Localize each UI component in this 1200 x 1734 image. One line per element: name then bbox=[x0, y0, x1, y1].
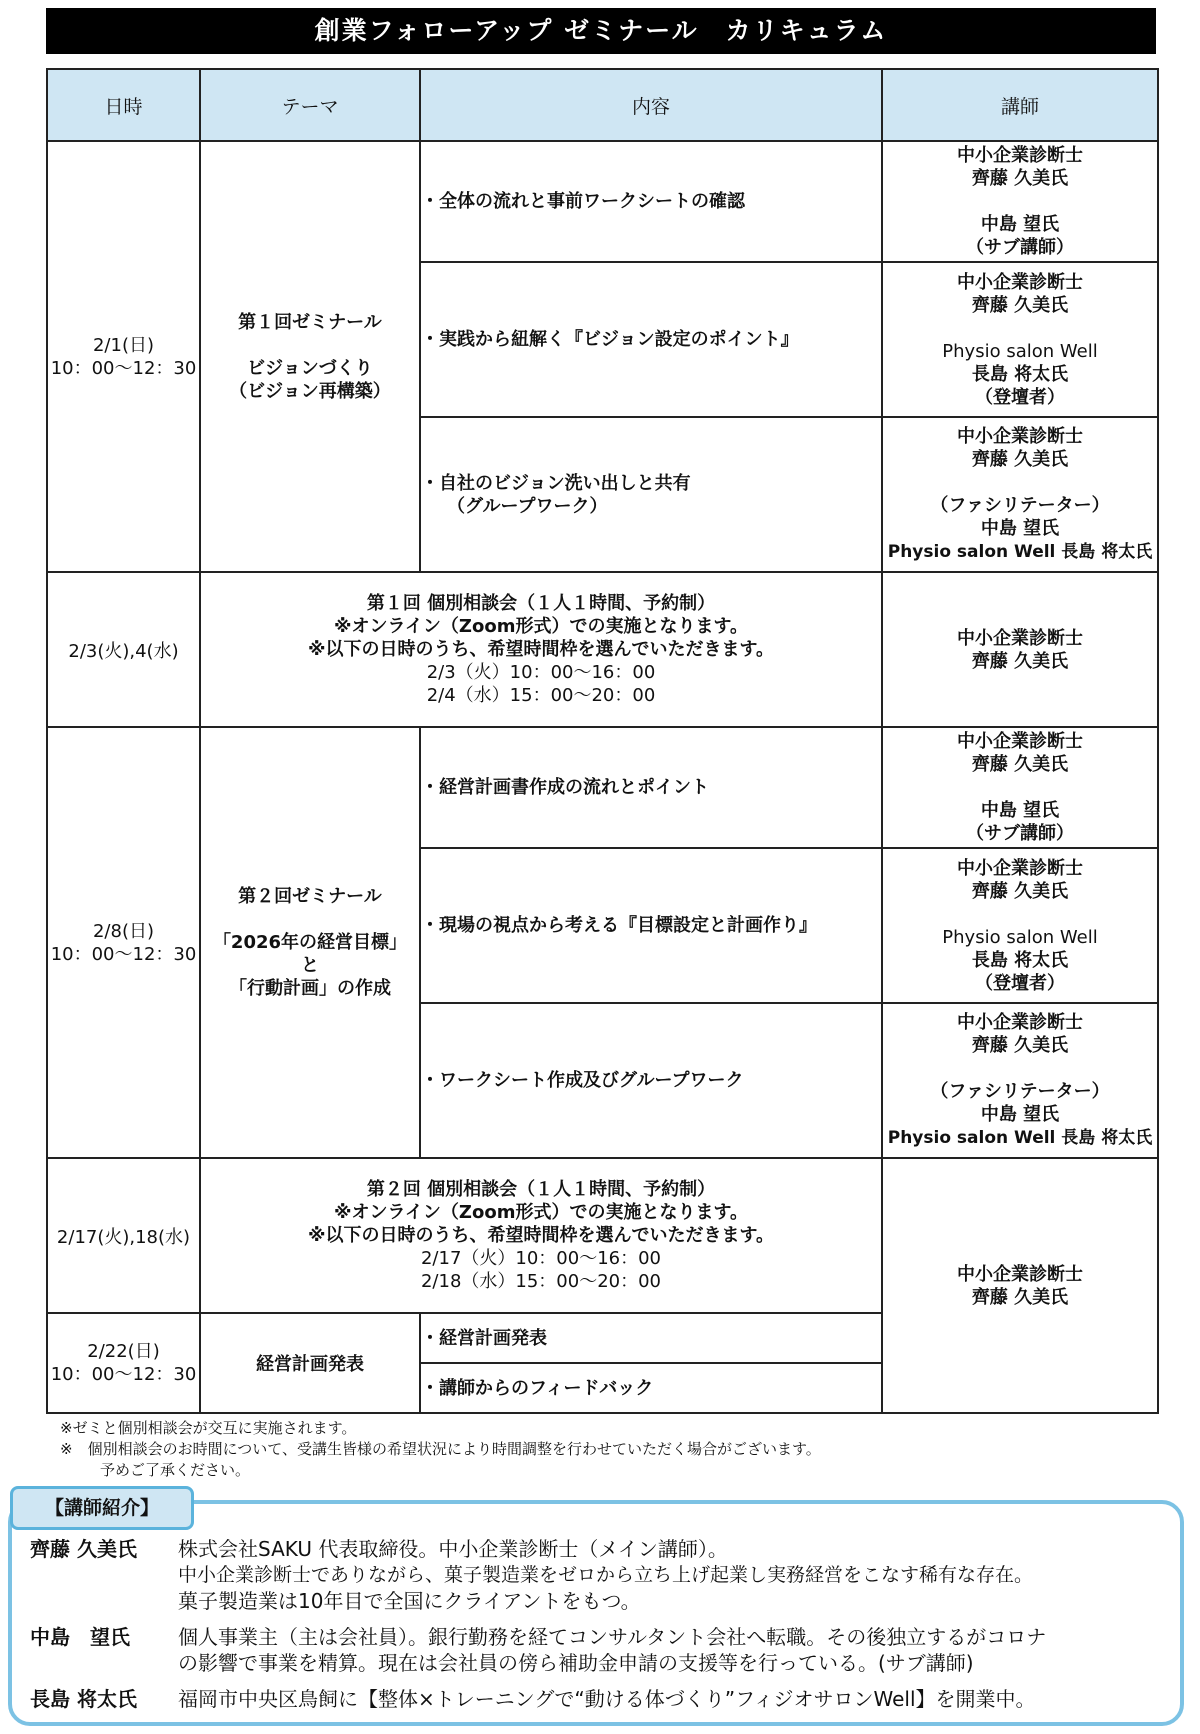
header-theme: テーマ bbox=[200, 69, 420, 141]
header-lecturer: 講師 bbox=[882, 69, 1158, 141]
footnote: 予めご了承ください。 bbox=[100, 1461, 251, 1479]
lecturer-intro-item bbox=[30, 1536, 1180, 1614]
content-cell: ・現場の視点から考える『目標設定と計画作り』 bbox=[420, 848, 882, 1003]
content-cell: ・経営計画発表 bbox=[420, 1313, 882, 1363]
content-cell: ・ワークシート作成及びグループワーク bbox=[420, 1003, 882, 1158]
curriculum-table bbox=[46, 68, 1159, 1414]
theme-cell bbox=[200, 141, 420, 572]
lecturer-cell: 中小企業診断士 齊藤 久美氏 中島 望氏 （サブ講師） bbox=[882, 727, 1158, 848]
lecturer-name: 齊藤 久美氏 bbox=[30, 1537, 137, 1561]
lecturer-cell: 中小企業診断士 齊藤 久美氏 （ファシリテーター） 中島 望氏 Physio salon Well 長島 将太氏 bbox=[882, 417, 1158, 572]
lecturer-cell: 中小企業診断士 齊藤 久美氏 Physio salon Well 長島 将太氏 （登壇者） bbox=[882, 848, 1158, 1003]
time-text: 10：00～12：30 bbox=[50, 357, 197, 379]
lecturer-cell: 中小企業診断士 齊藤 久美氏 （ファシリテーター） 中島 望氏 Physio salon Well 長島 将太氏 bbox=[882, 1003, 1158, 1158]
lecturer-bio: 株式会社SAKU 代表取締役。中小企業診断士（メイン講師）。 中小企業診断士でありながら、菓子製造業をゼロから立ち上げ起業し実務経営をこなす稀有な存在。 菓子製造業は10年目で全国にクライアントをもつ。 bbox=[178, 1537, 1034, 1613]
table-row bbox=[47, 572, 1158, 727]
theme-cell: 経営計画発表 bbox=[200, 1313, 420, 1413]
date-cell bbox=[47, 141, 200, 572]
theme-title: 第１回ゼミナール bbox=[238, 311, 382, 333]
date-text: 2/1(日) bbox=[92, 334, 154, 356]
lecturer-name: 長島 将太氏 bbox=[30, 1687, 137, 1711]
content-cell: ・実践から紐解く『ビジョン設定のポイント』 bbox=[420, 262, 882, 417]
lecturer-cell: 中小企業診断士 齊藤 久美氏 bbox=[882, 572, 1158, 727]
lecturer-intro-item bbox=[30, 1624, 1180, 1676]
table-row bbox=[47, 727, 1158, 848]
page-title: 創業フォローアップ ゼミナール カリキュラム bbox=[46, 8, 1156, 54]
lecturer-name: 中島 望氏 bbox=[30, 1625, 130, 1649]
date-cell: 2/3(火),4(水) bbox=[47, 572, 200, 727]
date-cell: 2/8(日) 10：00～12：30 bbox=[47, 727, 200, 1158]
lecturer-intro-item bbox=[30, 1686, 1180, 1712]
theme-subtitle: ビジョンづくり bbox=[247, 357, 373, 379]
lecturer-bio: 個人事業主（主は会社員）。銀行勤務を経てコンサルタント会社へ転職。その後独立するがコロナ の影響で事業を精算。現在は会社員の傍ら補助金申請の支援等を行っている。(サブ講師) bbox=[178, 1625, 1047, 1675]
date-cell: 2/17(火),18(水) bbox=[47, 1158, 200, 1313]
header-content: 内容 bbox=[420, 69, 882, 141]
lecturer-intro-tag: 【講師紹介】 bbox=[10, 1486, 194, 1530]
header-date: 日時 bbox=[47, 69, 200, 141]
footnote: ※ 個別相談会のお時間について、受講生皆様の希望状況により時間調整を行わせていただく場合がございます。 bbox=[60, 1440, 821, 1458]
consultation-cell: 第２回 個別相談会（１人１時間、予約制） ※オンライン（Zoom形式）での実施となります。 ※以下の日時のうち、希望時間枠を選んでいただきます。 2/17（火）10：00～16：00 2/18（水）15：00～20：00 bbox=[200, 1158, 882, 1313]
content-cell: ・全体の流れと事前ワークシートの確認 bbox=[420, 141, 882, 262]
lecturer-intro-list bbox=[30, 1536, 1180, 1722]
theme-cell: 第２回ゼミナール 「2026年の経営目標」 と 「行動計画」の作成 bbox=[200, 727, 420, 1158]
date-cell: 2/22(日) 10：00～12：30 bbox=[47, 1313, 200, 1413]
content-cell: ・自社のビジョン洗い出しと共有 （グループワーク） bbox=[420, 417, 882, 572]
table-header-row bbox=[47, 69, 1158, 141]
table-row bbox=[47, 1158, 1158, 1313]
lecturer-cell: 中小企業診断士 齊藤 久美氏 Physio salon Well 長島 将太氏 （登壇者） bbox=[882, 262, 1158, 417]
footnote: ※ゼミと個別相談会が交互に実施されます。 bbox=[60, 1419, 357, 1437]
table-row bbox=[47, 141, 1158, 262]
content-cell: ・経営計画書作成の流れとポイント bbox=[420, 727, 882, 848]
lecturer-bio: 福岡市中央区鳥飼に【整体×トレーニングで“動ける体づくり”フィジオサロンWell】を開業中。 bbox=[178, 1687, 1036, 1711]
lecturer-cell: 中小企業診断士 齊藤 久美氏 bbox=[882, 1158, 1158, 1413]
consultation-cell: 第１回 個別相談会（１人１時間、予約制） ※オンライン（Zoom形式）での実施となります。 ※以下の日時のうち、希望時間枠を選んでいただきます。 2/3（火）10：00～16：00 2/4（水）15：00～20：00 bbox=[200, 572, 882, 727]
footnotes bbox=[60, 1418, 821, 1481]
theme-subtitle: （ビジョン再構築） bbox=[229, 380, 391, 402]
lecturer-cell: 中小企業診断士 齊藤 久美氏 中島 望氏 （サブ講師） bbox=[882, 141, 1158, 262]
content-cell: ・講師からのフィードバック bbox=[420, 1363, 882, 1413]
